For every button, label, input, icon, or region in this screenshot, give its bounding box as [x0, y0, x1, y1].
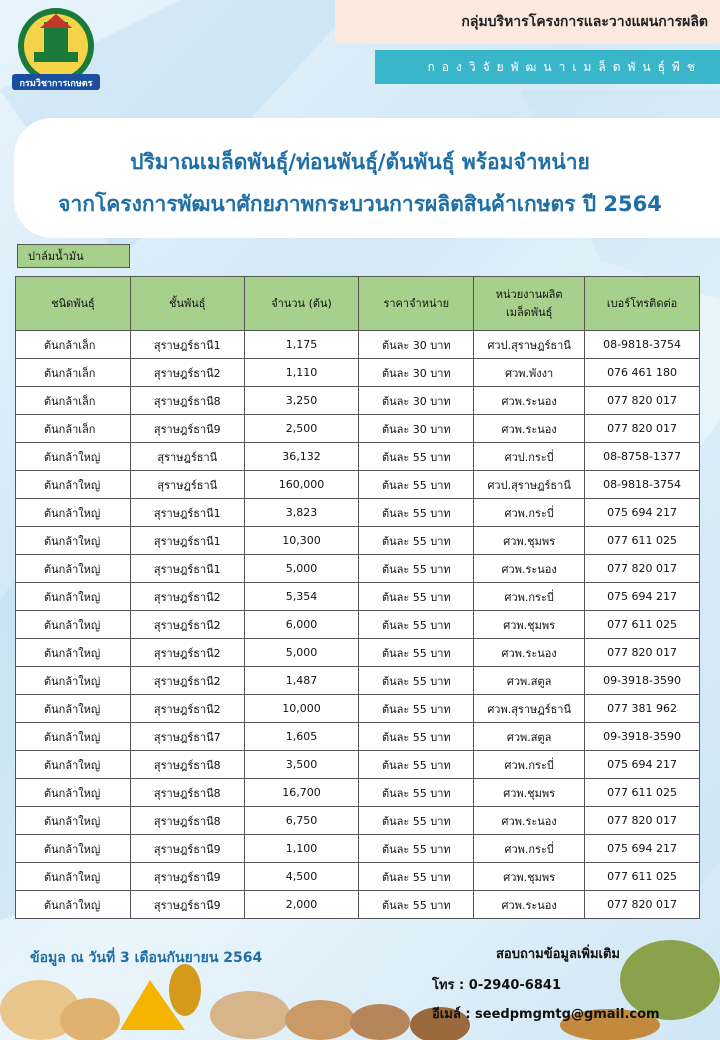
table-cell: ศวป.สุราษฎร์ธานี: [474, 471, 585, 499]
table-row: [16, 667, 700, 695]
table-row: [16, 807, 700, 835]
table-cell: 076 461 180: [585, 359, 700, 387]
table-cell: 2,000: [244, 891, 359, 919]
table-cell: ต้นกล้าใหญ่: [16, 779, 131, 807]
table-cell: ศวพ.ระนอง: [474, 807, 585, 835]
table-cell: ศวพ.ระนอง: [474, 415, 585, 443]
table-cell: 36,132: [244, 443, 359, 471]
table-row: [16, 555, 700, 583]
table-cell: 5,354: [244, 583, 359, 611]
table-cell: ต้นละ 30 บาท: [359, 359, 474, 387]
table-cell: ต้นละ 55 บาท: [359, 891, 474, 919]
seed-table: [15, 276, 700, 919]
contact-title: สอบถามข้อมูลเพิ่มเติม: [496, 947, 621, 962]
table-cell: ศวพ.ชุมพร: [474, 863, 585, 891]
page-title: ปริมาณเมล็ดพันธุ์/ท่อนพันธุ์/ต้นพันธุ์ พร้อมจำหน่าย: [130, 150, 590, 174]
table-cell: 077 611 025: [585, 611, 700, 639]
table-cell: ต้นละ 55 บาท: [359, 471, 474, 499]
table-cell: ต้นกล้าเล็ก: [16, 359, 131, 387]
table-cell: ต้นกล้าใหญ่: [16, 555, 131, 583]
table-cell: 077 381 962: [585, 695, 700, 723]
table-cell: 08-8758-1377: [585, 443, 700, 471]
table-cell: ศวพ.ระนอง: [474, 639, 585, 667]
column-header: เบอร์โทรติดต่อ: [585, 277, 700, 331]
category-label: ปาล์มน้ำมัน: [17, 244, 130, 268]
table-cell: สุราษฎร์ธานี: [130, 471, 244, 499]
table-cell: ศวพ.กระบี่: [474, 751, 585, 779]
table-cell: 10,300: [244, 527, 359, 555]
table-cell: สุราษฎร์ธานี1: [130, 499, 244, 527]
contact-phone: โทร : 0-2940-6841: [432, 978, 561, 993]
table-cell: ต้นกล้าใหญ่: [16, 695, 131, 723]
table-cell: ศวพ.สุราษฎร์ธานี: [474, 695, 585, 723]
table-cell: ต้นละ 55 บาท: [359, 527, 474, 555]
table-cell: สุราษฎร์ธานี2: [130, 611, 244, 639]
table-cell: ศวพ.กระบี่: [474, 835, 585, 863]
table-cell: ต้นกล้าใหญ่: [16, 807, 131, 835]
table-cell: ต้นละ 55 บาท: [359, 667, 474, 695]
table-cell: ต้นละ 55 บาท: [359, 723, 474, 751]
table-cell: ต้นกล้าใหญ่: [16, 583, 131, 611]
table-cell: ต้นละ 55 บาท: [359, 555, 474, 583]
table-cell: ต้นกล้าใหญ่: [16, 667, 131, 695]
table-cell: สุราษฎร์ธานี2: [130, 359, 244, 387]
table-cell: ศวพ.ชุมพร: [474, 779, 585, 807]
logo-text: กรมวิชาการเกษตร: [19, 79, 93, 89]
table-cell: ต้นละ 55 บาท: [359, 807, 474, 835]
table-cell: สุราษฎร์ธานี7: [130, 723, 244, 751]
table-cell: ต้นกล้าใหญ่: [16, 499, 131, 527]
table-cell: ศวพ.ระนอง: [474, 555, 585, 583]
column-header: จำนวน (ต้น): [244, 277, 359, 331]
table-row: [16, 415, 700, 443]
table-cell: 075 694 217: [585, 499, 700, 527]
table-cell: สุราษฎร์ธานี9: [130, 835, 244, 863]
table-cell: ต้นละ 55 บาท: [359, 583, 474, 611]
table-cell: 077 820 017: [585, 415, 700, 443]
page-subtitle: จากโครงการพัฒนาศักยภาพกระบวนการผลิตสินค้าเกษตร ปี 2564: [58, 192, 662, 216]
table-row: [16, 779, 700, 807]
table-cell: ต้นกล้าเล็ก: [16, 331, 131, 359]
division-banner: [375, 50, 720, 84]
org-label: กลุ่มบริหารโครงการและวางแผนการผลิต: [461, 14, 708, 30]
table-cell: 077 820 017: [585, 807, 700, 835]
table-body: [16, 331, 700, 919]
table-cell: ต้นละ 55 บาท: [359, 611, 474, 639]
table-cell: ศวพ.พังงา: [474, 359, 585, 387]
table-row: [16, 331, 700, 359]
table-cell: ศวป.กระบี่: [474, 443, 585, 471]
table-cell: 6,000: [244, 611, 359, 639]
table-cell: 075 694 217: [585, 583, 700, 611]
table-cell: ต้นละ 55 บาท: [359, 499, 474, 527]
table-cell: 6,750: [244, 807, 359, 835]
table-cell: ต้นกล้าใหญ่: [16, 891, 131, 919]
table-row: [16, 891, 700, 919]
table-cell: สุราษฎร์ธานี2: [130, 583, 244, 611]
table-cell: สุราษฎร์ธานี8: [130, 779, 244, 807]
org-banner: [335, 0, 720, 44]
table-cell: 1,110: [244, 359, 359, 387]
column-header: ชั้นพันธุ์: [130, 277, 244, 331]
table-cell: 077 820 017: [585, 387, 700, 415]
table-cell: สุราษฎร์ธานี2: [130, 695, 244, 723]
division-label: กองวิจัยพัฒนาเมล็ดพันธุ์พืช: [427, 59, 702, 74]
column-header: ราคาจำหน่าย: [359, 277, 474, 331]
table-cell: ต้นกล้าเล็ก: [16, 387, 131, 415]
table-cell: ต้นละ 30 บาท: [359, 387, 474, 415]
table-row: [16, 499, 700, 527]
table-cell: ต้นกล้าใหญ่: [16, 443, 131, 471]
table-cell: ต้นกล้าใหญ่: [16, 611, 131, 639]
table-cell: 2,500: [244, 415, 359, 443]
table-cell: ต้นกล้าใหญ่: [16, 527, 131, 555]
table-cell: 09-3918-3590: [585, 723, 700, 751]
table-cell: ต้นกล้าใหญ่: [16, 639, 131, 667]
table-cell: 077 820 017: [585, 639, 700, 667]
table-cell: 3,250: [244, 387, 359, 415]
table-cell: สุราษฎร์ธานี8: [130, 807, 244, 835]
table-cell: สุราษฎร์ธานี1: [130, 555, 244, 583]
table-cell: ต้นกล้าใหญ่: [16, 471, 131, 499]
table-row: [16, 863, 700, 891]
table-cell: 08-9818-3754: [585, 471, 700, 499]
table-cell: ศวพ.ระนอง: [474, 891, 585, 919]
table-cell: สุราษฎร์ธานี2: [130, 639, 244, 667]
table-cell: 09-3918-3590: [585, 667, 700, 695]
table-row: [16, 835, 700, 863]
table-row: [16, 695, 700, 723]
table-cell: ศวป.สุราษฎร์ธานี: [474, 331, 585, 359]
table-cell: 16,700: [244, 779, 359, 807]
table-cell: ศวพ.สตูล: [474, 667, 585, 695]
table-cell: ต้นละ 30 บาท: [359, 331, 474, 359]
table-cell: 5,000: [244, 555, 359, 583]
table-row: [16, 583, 700, 611]
table-cell: ต้นละ 55 บาท: [359, 695, 474, 723]
table-cell: สุราษฎร์ธานี1: [130, 331, 244, 359]
table-cell: 075 694 217: [585, 835, 700, 863]
table-row: [16, 527, 700, 555]
table-cell: ศวพ.กระบี่: [474, 499, 585, 527]
table-cell: 3,823: [244, 499, 359, 527]
department-logo: [10, 4, 102, 94]
table-row: [16, 639, 700, 667]
table-row: [16, 751, 700, 779]
table-cell: 077 820 017: [585, 555, 700, 583]
table-row: [16, 443, 700, 471]
table-cell: ศวพ.ระนอง: [474, 387, 585, 415]
table-cell: 1,175: [244, 331, 359, 359]
table-row: [16, 723, 700, 751]
table-cell: ต้นกล้าใหญ่: [16, 835, 131, 863]
table-cell: สุราษฎร์ธานี1: [130, 527, 244, 555]
table-cell: สุราษฎร์ธานี9: [130, 863, 244, 891]
table-cell: ต้นละ 55 บาท: [359, 863, 474, 891]
table-cell: 4,500: [244, 863, 359, 891]
table-cell: ต้นละ 55 บาท: [359, 835, 474, 863]
column-header: ชนิดพันธุ์: [16, 277, 131, 331]
table-cell: ศวพ.ชุมพร: [474, 527, 585, 555]
table-cell: 10,000: [244, 695, 359, 723]
table-cell: 1,100: [244, 835, 359, 863]
table-cell: สุราษฎร์ธานี: [130, 443, 244, 471]
table-cell: 3,500: [244, 751, 359, 779]
table-cell: ต้นละ 55 บาท: [359, 443, 474, 471]
table-cell: 08-9818-3754: [585, 331, 700, 359]
table-cell: 5,000: [244, 639, 359, 667]
table-cell: สุราษฎร์ธานี2: [130, 667, 244, 695]
table-cell: สุราษฎร์ธานี8: [130, 387, 244, 415]
table-row: [16, 471, 700, 499]
table-cell: ศวพ.กระบี่: [474, 583, 585, 611]
table-cell: ต้นละ 55 บาท: [359, 751, 474, 779]
table-row: [16, 359, 700, 387]
data-date: ข้อมูล ณ วันที่ 3 เดือนกันยายน 2564: [30, 950, 263, 966]
table-cell: ต้นกล้าใหญ่: [16, 751, 131, 779]
table-cell: สุราษฎร์ธานี8: [130, 751, 244, 779]
table-cell: 160,000: [244, 471, 359, 499]
table-header-row: [16, 277, 700, 331]
table-cell: ต้นละ 55 บาท: [359, 639, 474, 667]
table-cell: ต้นละ 55 บาท: [359, 779, 474, 807]
table-cell: 1,605: [244, 723, 359, 751]
table-cell: ต้นละ 30 บาท: [359, 415, 474, 443]
table-cell: ศวพ.สตูล: [474, 723, 585, 751]
table-cell: ต้นกล้าใหญ่: [16, 863, 131, 891]
table-row: [16, 611, 700, 639]
table-cell: 077 611 025: [585, 863, 700, 891]
table-cell: 075 694 217: [585, 751, 700, 779]
table-cell: 077 611 025: [585, 779, 700, 807]
contact-email[interactable]: อีเมล์ : seedpmgmtg@gmail.com: [432, 1007, 660, 1022]
table-cell: 077 611 025: [585, 527, 700, 555]
column-header: หน่วยงานผลิต เมล็ดพันธุ์: [474, 277, 585, 331]
table-cell: ต้นกล้าเล็ก: [16, 415, 131, 443]
table-cell: ศวพ.ชุมพร: [474, 611, 585, 639]
table-row: [16, 387, 700, 415]
table-cell: 1,487: [244, 667, 359, 695]
table-cell: ต้นกล้าใหญ่: [16, 723, 131, 751]
table-cell: สุราษฎร์ธานี9: [130, 891, 244, 919]
table-cell: สุราษฎร์ธานี9: [130, 415, 244, 443]
table-cell: 077 820 017: [585, 891, 700, 919]
